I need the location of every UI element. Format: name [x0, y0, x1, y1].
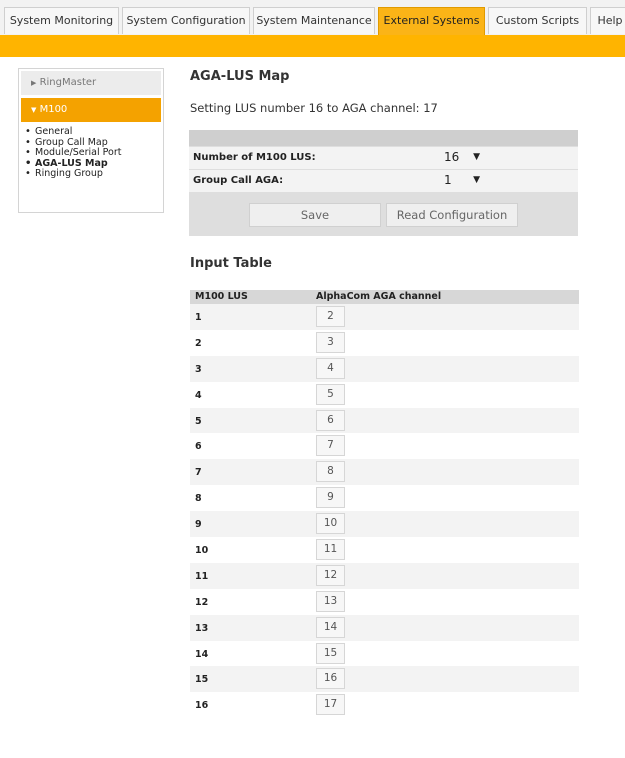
sidebar-section-label: M100: [39, 104, 68, 115]
table-row: [190, 511, 579, 537]
save-button[interactable]: Save: [249, 203, 381, 227]
channel-input[interactable]: 9: [316, 487, 345, 508]
page-title: AGA-LUS Map: [190, 69, 290, 84]
lus-number: 8: [195, 493, 202, 505]
channel-input[interactable]: 3: [316, 332, 345, 353]
sidebar-item-aga-lus-map[interactable]: • AGA-LUS Map: [25, 159, 163, 170]
group-call-label: Group Call AGA:: [193, 175, 284, 186]
triangle-down-icon: ▼: [31, 106, 37, 114]
config-form: [189, 130, 578, 236]
lus-number: 5: [195, 415, 202, 427]
channel-input[interactable]: 5: [316, 384, 345, 405]
sidebar-item-module-serial-port[interactable]: • Module/Serial Port: [25, 148, 163, 159]
sidebar-item-ringing-group[interactable]: • Ringing Group: [25, 169, 163, 180]
channel-input[interactable]: 4: [316, 358, 345, 379]
lus-number: 12: [195, 596, 209, 608]
triangle-right-icon: ▶: [31, 79, 37, 87]
table-row: [190, 589, 579, 615]
lus-number: 15: [195, 674, 209, 686]
tab-custom-scripts[interactable]: Custom Scripts: [488, 7, 587, 34]
group-call-value: 1: [444, 173, 452, 187]
table-row: [190, 408, 579, 434]
sidebar-item-general[interactable]: • General: [25, 127, 163, 138]
form-header: [189, 130, 578, 146]
table-row: [190, 692, 579, 718]
sidebar: [18, 68, 164, 213]
channel-input[interactable]: 6: [316, 410, 345, 431]
lus-number: 14: [195, 648, 209, 660]
lus-number: 3: [195, 363, 202, 375]
table-row: [190, 459, 579, 485]
channel-input[interactable]: 12: [316, 565, 345, 586]
col-header-lus: M100 LUS: [195, 291, 248, 302]
lus-number: 9: [195, 519, 202, 531]
channel-input[interactable]: 15: [316, 643, 345, 664]
lus-number: 10: [195, 545, 209, 557]
channel-input[interactable]: 7: [316, 435, 345, 456]
tab-system-monitoring[interactable]: System Monitoring: [4, 7, 119, 34]
lus-number: 16: [195, 700, 209, 712]
chevron-down-icon: ▼: [473, 152, 480, 162]
lus-number: 2: [195, 337, 202, 349]
chevron-down-icon: ▼: [473, 175, 480, 185]
sidebar-menu: [25, 127, 163, 180]
table-row: [190, 485, 579, 511]
tab-external-systems[interactable]: External Systems: [378, 7, 485, 36]
lus-number: 4: [195, 389, 202, 401]
table-row: [190, 433, 579, 459]
table-row: [190, 356, 579, 382]
table-header: [190, 290, 579, 304]
table-row: [190, 666, 579, 692]
table-row: [190, 537, 579, 563]
channel-input[interactable]: 11: [316, 539, 345, 560]
tab-help[interactable]: Help: [590, 7, 625, 34]
channel-input[interactable]: 17: [316, 694, 345, 715]
table-row: [190, 641, 579, 667]
lus-number: 13: [195, 622, 209, 634]
sidebar-section-m100[interactable]: [21, 98, 161, 123]
m100-lus-value: 16: [444, 150, 460, 164]
group-call-select[interactable]: [444, 172, 482, 189]
col-header-channel: AlphaCom AGA channel: [316, 291, 442, 302]
lus-number: 7: [195, 467, 202, 479]
table-row: [190, 563, 579, 589]
channel-input[interactable]: 13: [316, 591, 345, 612]
channel-input[interactable]: 10: [316, 513, 345, 534]
form-row-m100-lus: [189, 147, 578, 169]
m100-lus-label: Number of M100 LUS:: [193, 152, 316, 163]
lus-number: 1: [195, 312, 202, 323]
channel-input[interactable]: 8: [316, 461, 345, 482]
read-configuration-button[interactable]: Read Configuration: [386, 203, 518, 227]
status-message: Setting LUS number 16 to AGA channel: 17: [190, 101, 438, 115]
sidebar-section-ringmaster[interactable]: [21, 71, 161, 96]
accent-bar: [0, 35, 625, 57]
table-body: [190, 304, 579, 718]
tab-system-configuration[interactable]: System Configuration: [122, 7, 250, 34]
input-table-title: Input Table: [190, 256, 272, 271]
m100-lus-select[interactable]: [444, 149, 482, 166]
input-table: [190, 290, 579, 718]
form-row-group-call: [189, 170, 578, 192]
table-row: [190, 304, 579, 330]
tab-system-maintenance[interactable]: System Maintenance: [253, 7, 375, 34]
sidebar-section-label: RingMaster: [39, 77, 97, 88]
table-row: [190, 330, 579, 356]
lus-number: 6: [195, 441, 202, 453]
lus-number: 11: [195, 570, 209, 582]
table-row: [190, 382, 579, 408]
channel-input[interactable]: 14: [316, 617, 345, 638]
sidebar-item-group-call-map[interactable]: • Group Call Map: [25, 138, 163, 149]
channel-input[interactable]: 2: [316, 306, 345, 327]
channel-input[interactable]: 16: [316, 668, 345, 689]
table-row: [190, 615, 579, 641]
top-nav: [0, 0, 625, 36]
